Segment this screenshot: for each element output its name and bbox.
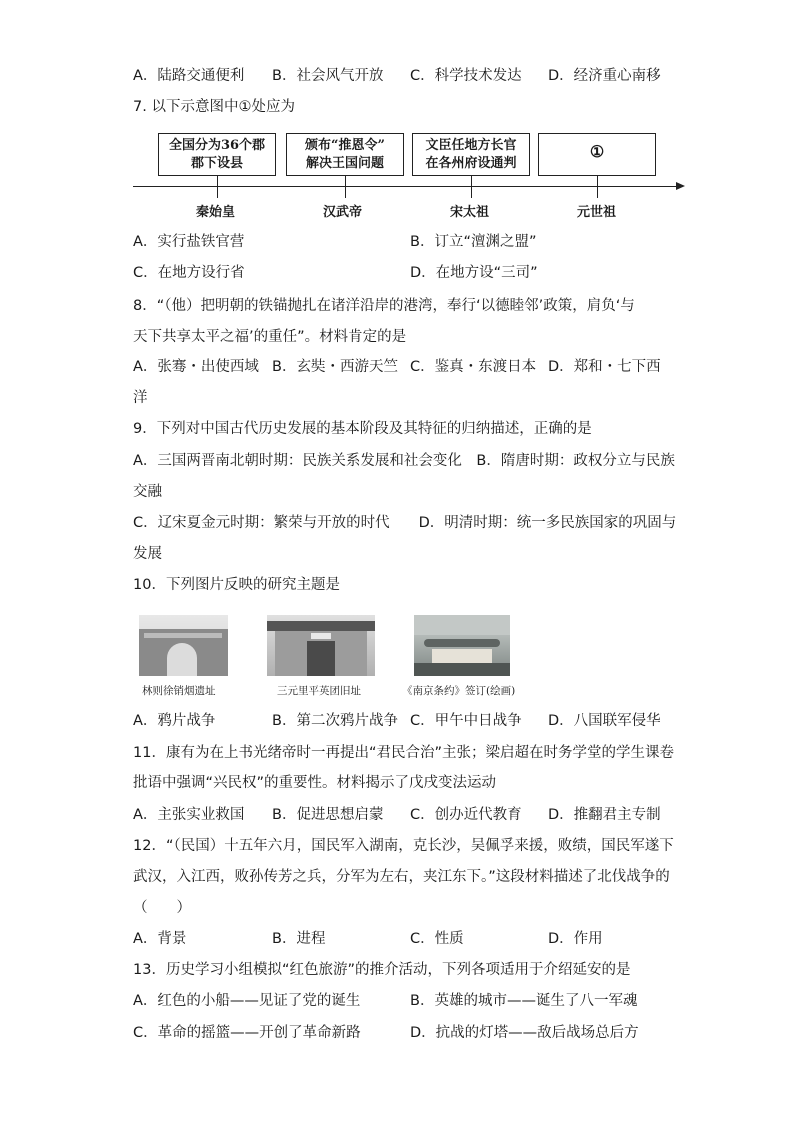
q13-option-d: D．抗战的灯塔——敌后战场总后方 bbox=[410, 1025, 639, 1041]
box-3-line1: 文臣任地方长官 bbox=[425, 138, 517, 153]
q7-option-c: C．在地方设行省 bbox=[133, 265, 245, 281]
q10-option-a: A．鸦片战争 bbox=[133, 713, 216, 729]
q11-option-c: C．创办近代教育 bbox=[410, 807, 522, 823]
q6-option-c: C．科学技术发达 bbox=[410, 68, 522, 84]
timeline-label-4: 元世祖 bbox=[577, 205, 617, 220]
timeline-tick-2 bbox=[345, 176, 346, 198]
q11-stem-line2: 批语中强调“兴民权”的重要性。材料揭示了戊戌变法运动 bbox=[133, 775, 497, 791]
q11-option-d: D．推翻君主专制 bbox=[548, 807, 661, 823]
photo-sanyuanli-site bbox=[267, 615, 375, 676]
q9-options-cd: C．辽宋夏金元时期：繁荣与开放的时代 D．明清时期：统一多民族国家的巩固与 bbox=[133, 515, 677, 531]
box-2-line1: 颁布“推恩令” bbox=[305, 138, 385, 153]
box-3-line2: 在各州府设通判 bbox=[425, 156, 517, 171]
q6-option-d: D．经济重心南移 bbox=[548, 68, 661, 84]
q11-option-a: A．主张实业救国 bbox=[133, 807, 245, 823]
q6-option-b: B．社会风气开放 bbox=[272, 68, 384, 84]
timeline-box-3 bbox=[412, 133, 530, 176]
q10-option-d: D．八国联军侵华 bbox=[548, 713, 661, 729]
q7-option-a: A．实行盐铁官营 bbox=[133, 234, 245, 250]
q8-option-b: B．玄奘・西游天竺 bbox=[272, 359, 398, 375]
q9-options-ab-wrap: 交融 bbox=[133, 484, 162, 500]
q7-stem: 7. 以下示意图中①处应为 bbox=[133, 99, 295, 115]
photo-caption-1: 林则徐销烟遗址 bbox=[142, 685, 216, 697]
q8-stem-line1: 8．“（他）把明朝的铁锚抛扎在诸洋沿岸的港湾，奉行‘以德睦邻’政策，肩负‘与 bbox=[133, 298, 635, 314]
timeline-box-4 bbox=[538, 133, 656, 176]
q9-options-cd-wrap: 发展 bbox=[133, 546, 162, 562]
q12-answer-blank: （ ） bbox=[133, 900, 191, 916]
timeline-label-3: 宋太祖 bbox=[450, 205, 490, 220]
q10-option-b: B．第二次鸦片战争 bbox=[272, 713, 398, 729]
photo-caption-2: 三元里平英团旧址 bbox=[277, 685, 361, 697]
q10-option-c: C．甲午中日战争 bbox=[410, 713, 522, 729]
q9-options-ab: A．三国两晋南北朝时期：民族关系发展和社会变化 B．隋唐时期：政权分立与民族 bbox=[133, 453, 675, 469]
timeline-tick-4 bbox=[597, 176, 598, 198]
q12-stem-line1: 12．“（民国）十五年六月，国民军入湖南，克长沙，吴佩孚来援，败绩，国民军遂下 bbox=[133, 838, 674, 854]
photo-caption-3: 《南京条约》签订(绘画) bbox=[402, 685, 516, 697]
box-2-line2: 解决王国问题 bbox=[305, 156, 384, 171]
q12-option-a: A．背景 bbox=[133, 931, 187, 947]
timeline-box-2 bbox=[286, 133, 404, 176]
q13-option-b: B．英雄的城市——诞生了八一军魂 bbox=[410, 993, 638, 1009]
timeline-label-1: 秦始皇 bbox=[196, 205, 236, 220]
q8-option-a: A．张骞・出使西域 bbox=[133, 359, 259, 375]
box-1-line2: 郡下设县 bbox=[190, 156, 243, 171]
q8-option-c: C．鉴真・东渡日本 bbox=[410, 359, 537, 375]
timeline-label-2: 汉武帝 bbox=[323, 205, 363, 220]
q6-option-a: A．陆路交通便利 bbox=[133, 68, 245, 84]
q12-option-b: B．进程 bbox=[272, 931, 326, 947]
timeline-arrow-icon bbox=[676, 182, 685, 190]
q7-option-b: B．订立“澶渊之盟” bbox=[410, 234, 537, 250]
timeline-box-1 bbox=[158, 133, 276, 176]
photo-nanjing-treaty-painting bbox=[414, 615, 510, 676]
q13-option-c: C．革命的摇篮——开创了革命新路 bbox=[133, 1025, 361, 1041]
q7-option-d: D．在地方设“三司” bbox=[410, 265, 538, 281]
timeline-tick-3 bbox=[471, 176, 472, 198]
q11-stem-line1: 11．康有为在上书光绪帝时一再提出“君民合治”主张；梁启超在时务学堂的学生课卷 bbox=[133, 745, 674, 761]
box-1-line1: 全国分为36个郡 bbox=[168, 138, 266, 153]
q8-stem-line2: 天下共享太平之福’的重任”。材料肯定的是 bbox=[133, 329, 407, 345]
q8-option-d: D．郑和・七下西 bbox=[548, 359, 661, 375]
q9-stem: 9．下列对中国古代历史发展的基本阶段及其特征的归纳描述，正确的是 bbox=[133, 421, 592, 437]
q8-option-d-wrap: 洋 bbox=[133, 390, 148, 406]
q10-stem: 10．下列图片反映的研究主题是 bbox=[133, 577, 340, 593]
q12-option-c: C．性质 bbox=[410, 931, 464, 947]
box-4-mark: ① bbox=[589, 142, 605, 161]
q12-stem-line2: 武汉，入江西，败孙传芳之兵，分军为左右，夹江东下。”这段材料描述了北伐战争的 bbox=[133, 869, 670, 885]
q13-stem: 13．历史学习小组模拟“红色旅游”的推介活动，下列各项适用于介绍延安的是 bbox=[133, 962, 631, 978]
q12-option-d: D．作用 bbox=[548, 931, 603, 947]
photo-humen-site bbox=[139, 615, 228, 676]
q13-option-a: A．红色的小船——见证了党的诞生 bbox=[133, 993, 361, 1009]
q11-option-b: B．促进思想启蒙 bbox=[272, 807, 384, 823]
timeline-tick-1 bbox=[217, 176, 218, 198]
